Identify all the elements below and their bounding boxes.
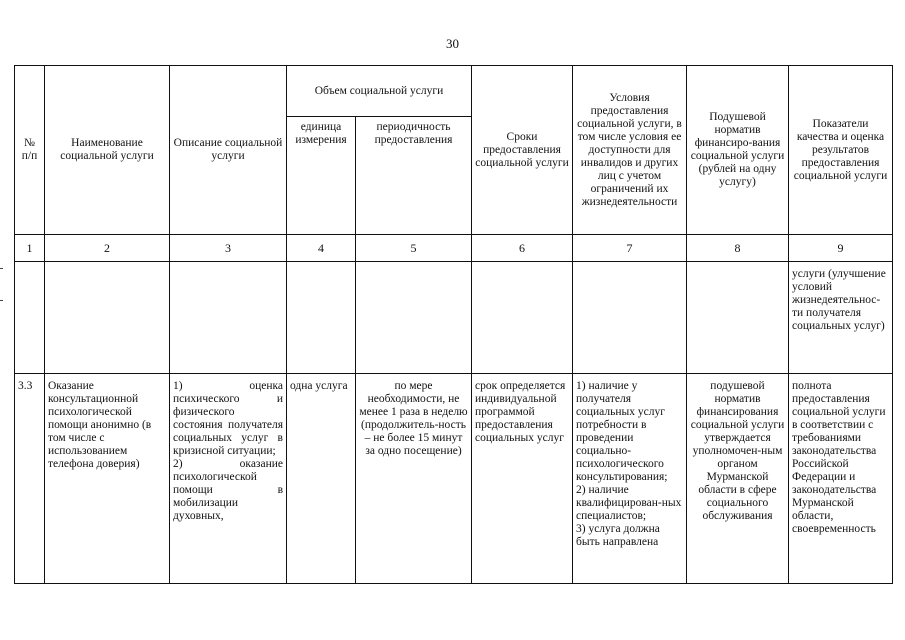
service-name: Оказание консультационной психологической помощи анонимно (в том числе с использованием телефона доверия): [45, 374, 170, 584]
column-number: 1: [15, 235, 45, 262]
empty-cell: [170, 262, 287, 374]
header-financing-norm: Подушевой норматив финансиро-вания социальной услуги (рублей на одну услугу): [687, 66, 789, 235]
quality-continuation: услуги (улучшение условий жизнедеятельнос-ти получателя социальных услуг): [789, 262, 893, 374]
conditions-item-1: 1) наличие у получателя социальных услуг потребности в проведении социально-психологического консультирования;: [576, 380, 668, 483]
column-number: 8: [687, 235, 789, 262]
empty-cell: [472, 262, 573, 374]
service-conditions: [573, 374, 687, 584]
column-number: 5: [356, 235, 472, 262]
header-unit: единица измерения: [287, 117, 356, 235]
service-unit: одна услуга: [287, 374, 356, 584]
header-service-volume: Объем социальной услуги: [287, 66, 472, 117]
header-number: № п/п: [15, 66, 45, 235]
empty-cell: [573, 262, 687, 374]
header-service-description: Описание социальной услуги: [170, 66, 287, 235]
service-frequency: по мере необходимости, не менее 1 раза в неделю (продолжитель-ность – не более 15 минут за одно посещение): [356, 374, 472, 584]
empty-cell: [287, 262, 356, 374]
column-number: 4: [287, 235, 356, 262]
header-terms: Сроки предоставления социальной услуги: [472, 66, 573, 235]
description-item-2: 2) оказание психологической помощи в мобилизации духовных,: [173, 458, 283, 522]
empty-cell: [45, 262, 170, 374]
column-number: 7: [573, 235, 687, 262]
empty-cell: [687, 262, 789, 374]
header-frequency: периодичность предоставления: [356, 117, 472, 235]
service-financing-norm: подушевой норматив финансирования социальной услуги утверждается уполномочен-ным органом Мурманской области в сфере социального обслуживания: [687, 374, 789, 584]
column-number: 9: [789, 235, 893, 262]
edge-mark: [0, 300, 3, 301]
service-terms: срок определяется индивидуальной программой предоставления социальных услуг: [472, 374, 573, 584]
column-number: 6: [472, 235, 573, 262]
conditions-item-2: 2) наличие квалифицирован-ных специалистов;: [576, 484, 682, 522]
empty-cell: [356, 262, 472, 374]
description-item-1: 1) оценка психического и физического состояния получателя социальных услуг в кризисной ситуации;: [173, 380, 283, 457]
header-row-top: [15, 66, 893, 117]
service-description: [170, 374, 287, 584]
header-quality-indicators: Показатели качества и оценка результатов предоставления социальной услуги: [789, 66, 893, 235]
page-number: 30: [446, 36, 459, 51]
header-service-name: Наименование социальной услуги: [45, 66, 170, 235]
column-number-row: [15, 235, 893, 262]
service-quality: полнота предоставления социальной услуги в соответствии с требованиями законодательства Российской Федерации и законодательства Мурманской области, своевременность: [789, 374, 893, 584]
edge-mark: [0, 268, 3, 269]
header-conditions: Условия предоставления социальной услуги, в том числе условия ее доступности для инвалидов и других лиц с учетом ограничений их жизнедеятельности: [573, 66, 687, 235]
social-services-table: [14, 65, 893, 584]
continuation-row: [15, 262, 893, 374]
column-number: 3: [170, 235, 287, 262]
conditions-item-3: 3) услуга должна быть направлена: [576, 523, 660, 548]
column-number: 2: [45, 235, 170, 262]
table-row-3-3: [15, 374, 893, 584]
empty-cell: [15, 262, 45, 374]
row-number: 3.3: [15, 374, 45, 584]
